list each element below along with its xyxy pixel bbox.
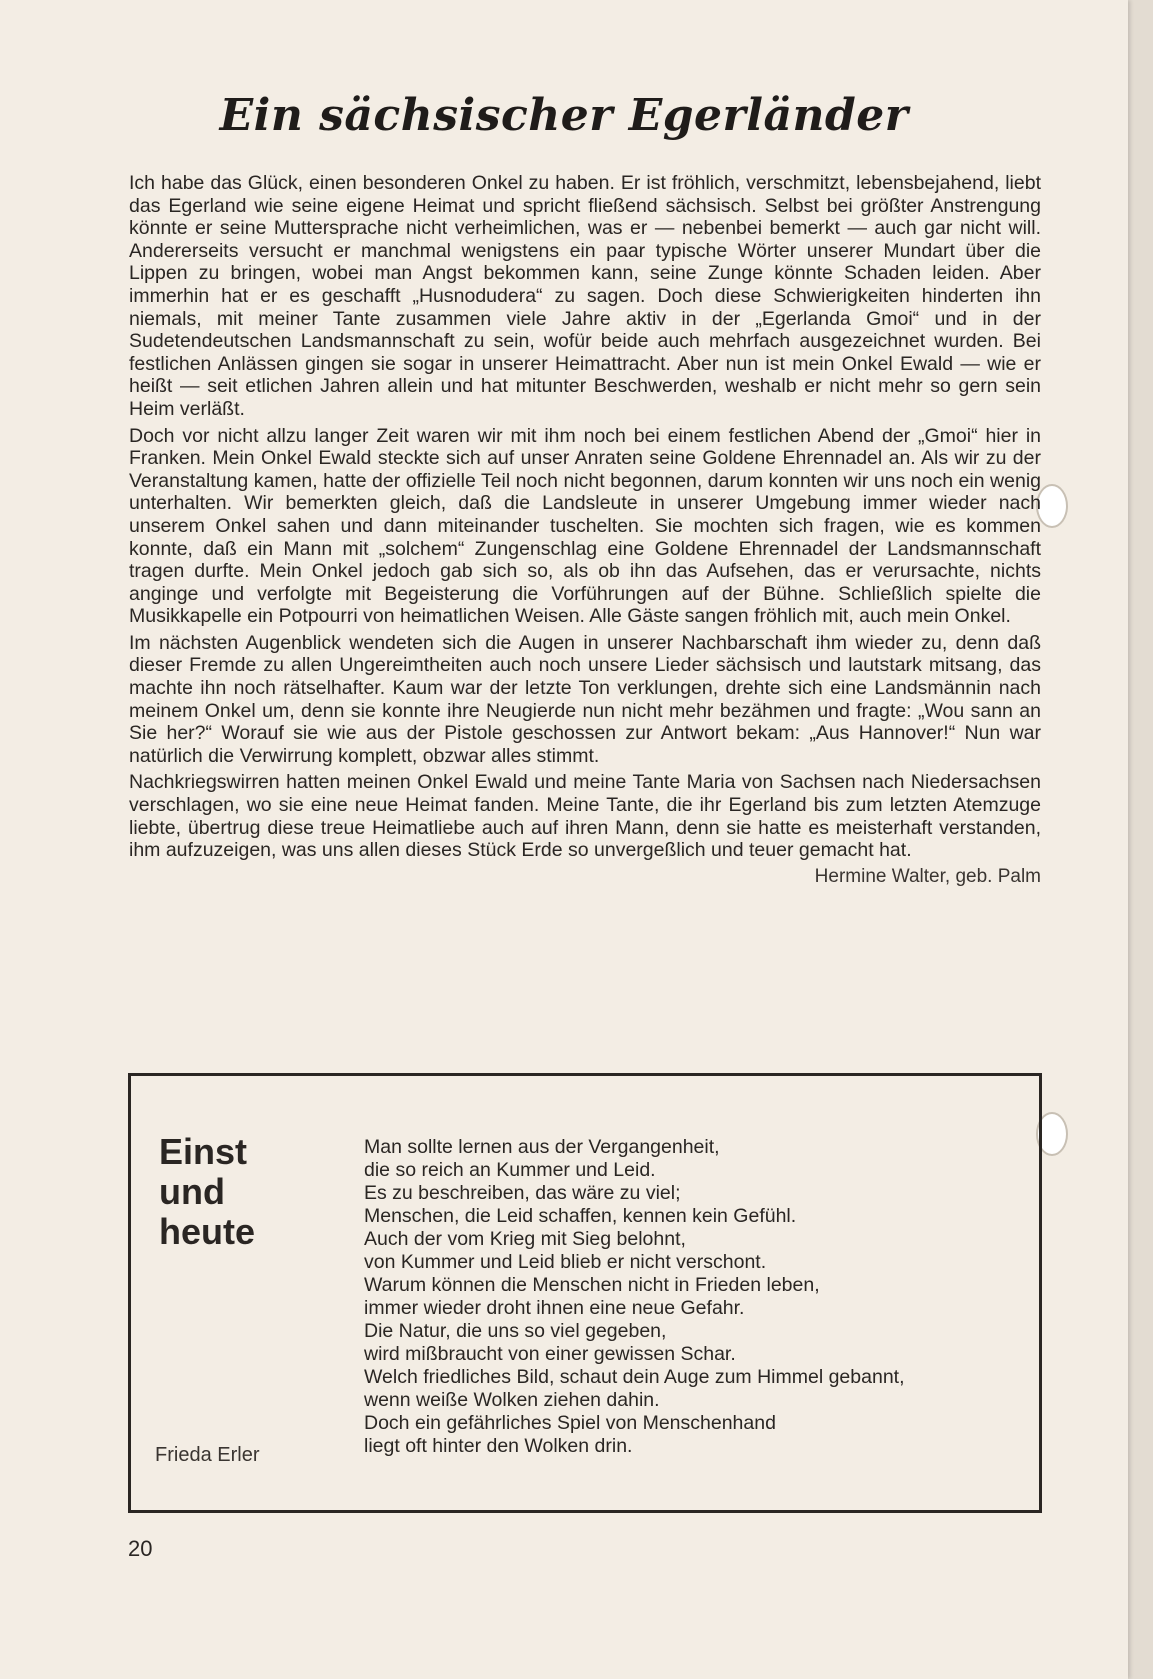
article-paragraph: Ich habe das Glück, einen besonderen Onkel zu haben. Er ist fröhlich, verschmitzt, lebensbejahend, liebt das Egerland wie seine eigene Heimat und spricht fließend sächsisch. Selbst bei größter Anstrengung könnte er seine Muttersprache nicht verheimlichen, was er — nebenbei bemerkt — auch gar nicht will. Andererseits versucht er manchmal wenigstens ein paar typische Wörter unserer Mundart über die Lippen zu bringen, wobei man Angst bekommen kann, seine Zunge könnte Schaden leiden. Aber immerhin hat er es geschafft „Husnodudera“ zu sagen. Doch diese Schwierigkeiten hinderten ihn niemals, mit meiner Tante zusammen viele Jahre aktiv in der „Egerlanda Gmoi“ und in der Sudetendeutschen Landsmannschaft zu sein, wofür beide auch mehrfach ausgezeichnet wurden. Bei festlichen Anlässen gingen sie sogar in unserer Heimattracht. Aber nun ist mein Onkel Ewald — wie er heißt — seit etlichen Jahren allein und hat mitunter Beschwerden, weshalb er nicht mehr so gern sein Heim verläßt. <box>129 172 1041 420</box>
article-paragraph: Nachkriegswirren hatten meinen Onkel Ewald und meine Tante Maria von Sachsen nach Niedersachsen verschlagen, wo sie eine neue Heimat fanden. Meine Tante, die ihr Egerland bis zum letzten Atemzuge liebte, übertrug diese treue Heimatliebe auch auf ihren Mann, denn sie hatte es meisterhaft verstanden, ihm aufzuzeigen, was uns allen dieses Stück Erde so unvergeßlich und teuer gemacht hat. <box>129 771 1041 862</box>
poem-line: Auch der vom Krieg mit Sieg belohnt, <box>364 1228 686 1250</box>
poem-line: wenn weiße Wolken ziehen dahin. <box>364 1389 660 1411</box>
poem-line: Die Natur, die uns so viel gegeben, <box>364 1320 667 1342</box>
poem-line: liegt oft hinter den Wolken drin. <box>364 1435 633 1457</box>
poem-line: Doch ein gefährliches Spiel von Menschenhand <box>364 1412 776 1434</box>
poem-title-line: und <box>159 1171 225 1212</box>
poem-line: Man sollte lernen aus der Vergangenheit, <box>364 1136 720 1158</box>
poem-line: wird mißbraucht von einer gewissen Schar. <box>364 1343 736 1365</box>
poem-line: immer wieder droht ihnen eine neue Gefahr. <box>364 1297 745 1319</box>
poem-title-line: heute <box>159 1211 256 1252</box>
poem-line: Es zu beschreiben, das wäre zu viel; <box>364 1182 681 1204</box>
poem-title <box>159 1132 255 1252</box>
poem-line: Menschen, die Leid schaffen, kennen kein Gefühl. <box>364 1205 797 1227</box>
poem-text <box>364 1136 1024 1458</box>
poem-author: Frieda Erler <box>155 1444 260 1466</box>
article-author: Hermine Walter, geb. Palm <box>814 865 1041 887</box>
poem-line: die so reich an Kummer und Leid. <box>364 1159 656 1181</box>
poem-title-line: Einst <box>159 1131 248 1172</box>
page-number: 20 <box>128 1536 153 1561</box>
poem-line: Welch friedliches Bild, schaut dein Auge zum Himmel gebannt, <box>364 1366 905 1388</box>
article-body <box>129 172 1041 888</box>
poem-box <box>128 1073 1042 1513</box>
article-paragraph: Doch vor nicht allzu langer Zeit waren wir mit ihm noch bei einem festlichen Abend der „Gmoi“ hier in Franken. Mein Onkel Ewald steckte sich auf unser Anraten seine Goldene Ehrennadel an. Als wir zu der Veranstaltung kamen, hatte der offizielle Teil noch nicht begonnen, darum konnten wir uns noch ein wenig unterhalten. Wir bemerkten gleich, daß die Landsleute in unserer Umgebung immer wieder nach unserem Onkel sahen und dann miteinander tuschelten. Sie mochten sich fragen, wie es kommen konnte, daß ein Mann mit „solchem“ Zungenschlag eine Goldene Ehrennadel der Landsmannschaft tragen durfte. Mein Onkel jedoch gab sich so, als ob ihn das Aufsehen, das er verursachte, nichts anginge und verfolgte mit Begeisterung die Vorführungen auf der Bühne. Schließlich spielte die Musikkapelle ein Potpourri von heimatlichen Weisen. Alle Gäste sangen fröhlich mit, auch mein Onkel. <box>129 424 1041 628</box>
poem-line: Warum können die Menschen nicht in Frieden leben, <box>364 1274 820 1296</box>
article-paragraph: Im nächsten Augenblick wendeten sich die Augen in unserer Nachbarschaft ihm wieder zu, denn daß dieser Fremde zu allen Ungereimtheiten auch noch unsere Lieder sächsisch und lautstark mitsang, das machte ihn noch rätselhafter. Kaum war der letzte Ton verklungen, drehte sich eine Landsmännin nach meinem Onkel um, denn sie konnte ihre Neugierde nun nicht mehr bezähmen und fragte: „Wou sann an Sie her?“ Worauf sie wie aus der Pistole geschossen zur Antwort bekam: „Aus Hannover!“ Nun war natürlich die Verwirrung komplett, obzwar alles stimmt. <box>129 631 1041 767</box>
poem-line: von Kummer und Leid blieb er nicht verschont. <box>364 1251 767 1273</box>
article-title: Ein sächsischer Egerländer <box>219 90 909 141</box>
